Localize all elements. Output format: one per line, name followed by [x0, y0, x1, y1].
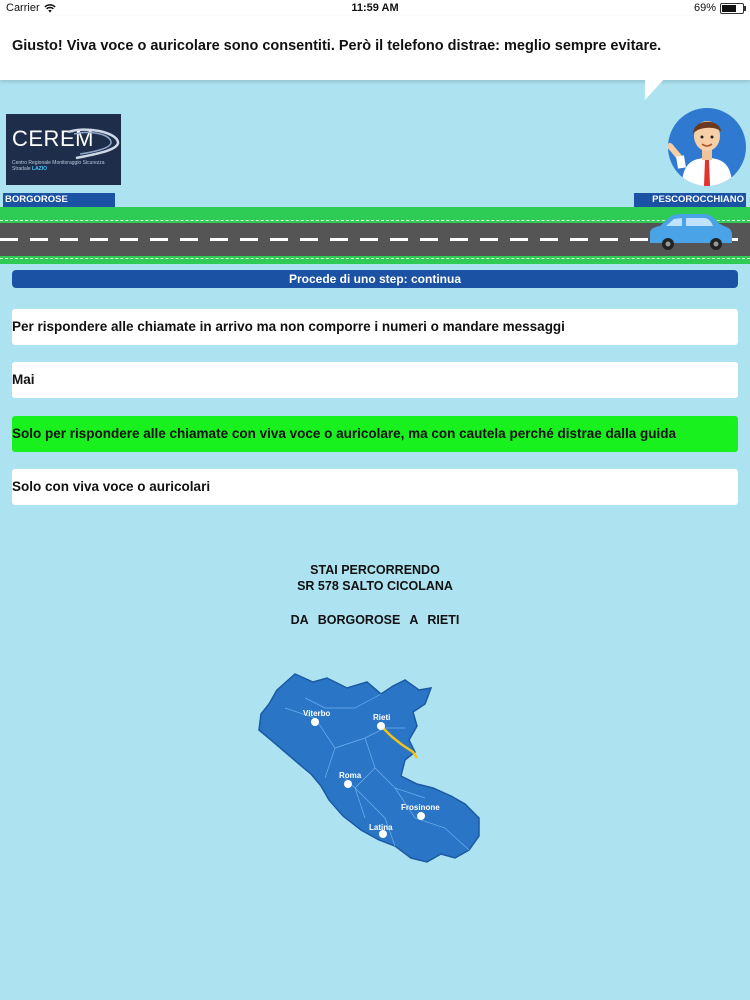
instructor-illustration: [668, 108, 746, 186]
answer-option-3-correct[interactable]: [12, 416, 738, 452]
lazio-region-shape: [259, 674, 479, 862]
road-verge-top: [0, 207, 750, 223]
logo-name: CEREM: [12, 126, 94, 151]
status-time: 11:59 AM: [351, 2, 399, 14]
frosinone-label: Frosinone: [401, 803, 440, 812]
route-line-3: DA BORGOROSE A RIETI: [290, 613, 460, 627]
battery-level: [722, 5, 736, 12]
battery-icon: [720, 3, 744, 14]
latina-label: Latina: [369, 823, 393, 832]
route-info: [0, 562, 750, 628]
route-line-1: STAI PERCORRENDO: [310, 563, 440, 577]
route-line-2: SR 578 SALTO CICOLANA: [297, 579, 453, 593]
rieti-marker: [377, 722, 385, 730]
answer-option-1[interactable]: [12, 309, 738, 345]
road-swoosh-icon: [66, 128, 121, 160]
logo-subtitle-text: Centro Regionale Monitoraggio Sicurezza Stradale: [12, 160, 105, 172]
feedback-bubble: [0, 16, 750, 80]
answer-text: Mai: [12, 372, 35, 387]
roma-marker: [344, 780, 352, 788]
status-bar: [0, 0, 750, 16]
lazio-map: [255, 668, 485, 868]
roma-label: Roma: [339, 771, 362, 780]
road-verge-bottom: [0, 256, 750, 264]
battery-percent: 69%: [693, 2, 716, 14]
road: [0, 223, 750, 256]
car-icon: [646, 213, 736, 251]
rieti-label: Rieti: [373, 713, 391, 722]
logo-subtitle: [12, 160, 112, 172]
instructor-avatar: [668, 108, 746, 186]
carrier-label: Carrier: [6, 2, 40, 14]
answer-text: Solo per rispondere alle chiamate con viva voce o auricolare, ma con cautela perché distrae dalla guida: [12, 426, 676, 441]
answer-option-2[interactable]: [12, 362, 738, 398]
feedback-message: Giusto! Viva voce o auricolare sono consentiti. Però il telefono distrae: meglio sempre evitare.: [12, 38, 662, 54]
cerem-logo: [6, 114, 121, 185]
viterbo-marker: [311, 718, 319, 726]
road-lane-markings: [0, 238, 750, 241]
trip-start-label: BORGOROSE: [3, 193, 115, 207]
logo-region: LAZIO: [32, 166, 48, 172]
answer-text: Solo con viva voce o auricolari: [12, 479, 211, 494]
viterbo-label: Viterbo: [303, 709, 331, 718]
continue-button[interactable]: Procede di uno step: continua: [12, 270, 738, 288]
bubble-tail: [635, 78, 665, 100]
answer-option-4[interactable]: [12, 469, 738, 505]
trip-end-label: PESCOROCCHIANO: [634, 193, 746, 207]
answer-text: Per rispondere alle chiamate in arrivo ma non comporre i numeri o mandare messaggi: [12, 319, 565, 334]
frosinone-marker: [417, 812, 425, 820]
